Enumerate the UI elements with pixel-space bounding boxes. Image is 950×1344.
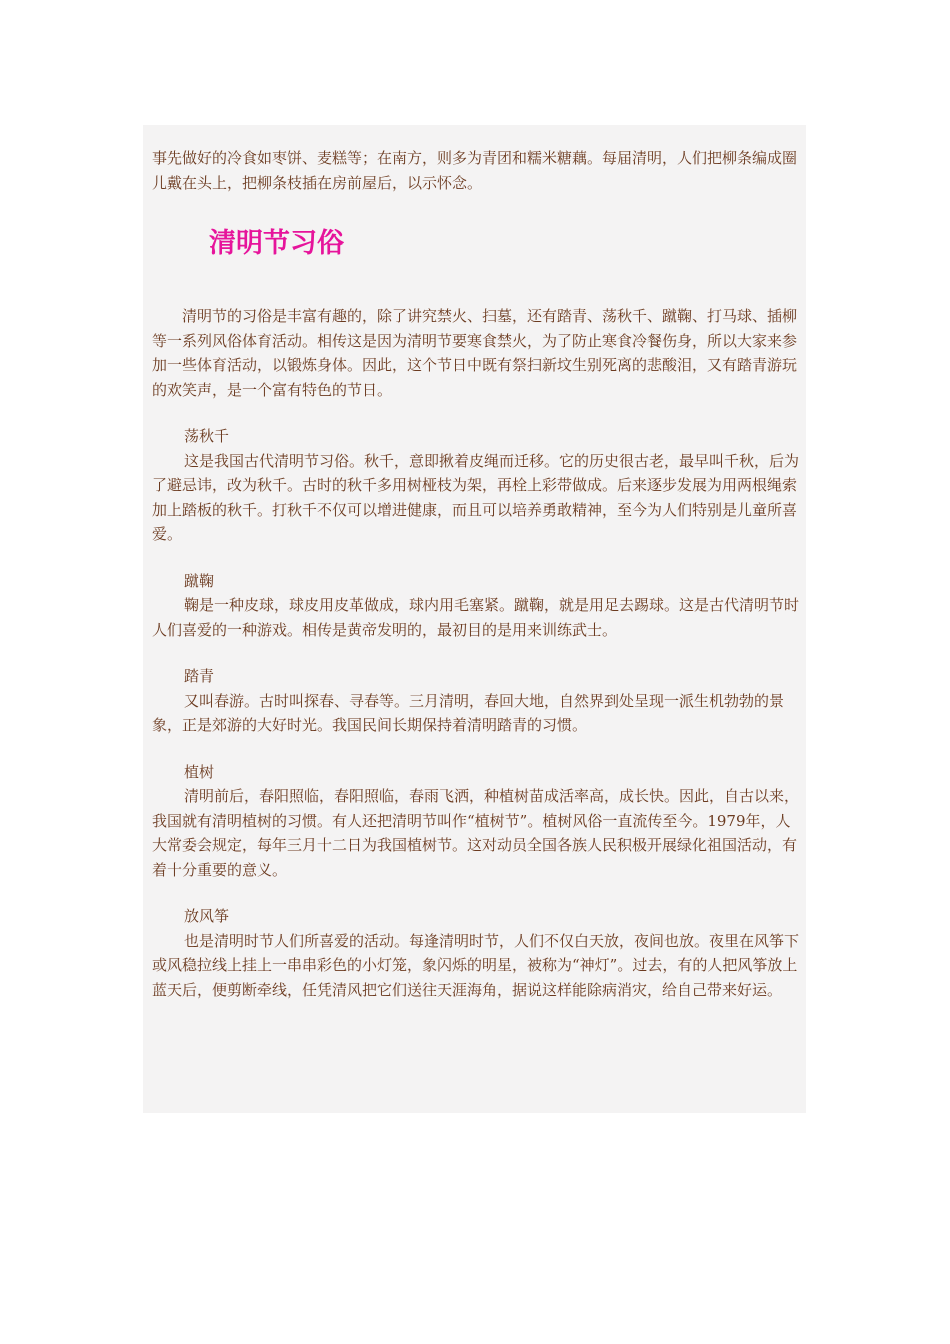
custom-section-outing	[152, 664, 802, 738]
section-heading: 清明节习俗	[209, 228, 344, 259]
custom-section-cuju	[152, 569, 802, 643]
intro-paragraph: 事先做好的冷食如枣饼、麦糕等；在南方，则多为青团和糯米糖藕。每届清明，人们把柳条编成圈儿戴在头上，把柳条枝插在房前屋后，以示怀念。	[152, 149, 798, 192]
section-body: 也是清明时节人们所喜爱的活动。每逢清明时节，人们不仅白天放，夜间也放。夜里在风筝下或风稳拉线上挂上一串串彩色的小灯笼，象闪烁的明星，被称为“神灯”。过去，有的人把风筝放上蓝天后，便剪断牵线，任凭清风把它们送往天涯海角，据说这样能除病消灾，给自己带来好运。	[152, 931, 800, 999]
custom-section-tree-planting	[152, 760, 802, 883]
section-title: 放风筝	[184, 907, 230, 925]
section-title: 蹴鞠	[184, 571, 215, 590]
custom-section-swing	[152, 424, 802, 547]
document-content	[152, 146, 802, 1002]
section-body: 鞠是一种皮球，球皮用皮革做成，球内用毛塞紧。蹴鞠，就是用足去踢球。这是古代清明节时人们喜爱的一种游戏。相传是黄帝发明的，最初目的是用来训练武士。	[152, 596, 800, 639]
overview-paragraph: 清明节的习俗是丰富有趣的，除了讲究禁火、扫墓，还有踏青、荡秋千、蹴鞠、打马球、插柳等一系列风俗体育活动。相传这是因为清明节要寒食禁火，为了防止寒食冷餐伤身，所以大家来参加一些体育活动，以锻炼身体。因此，这个节日中既有祭扫新坟生别死离的悲酸泪，又有踏青游玩的欢笑声，是一个富有特色的节日。	[152, 307, 798, 399]
section-body: 这是我国古代清明节习俗。秋千，意即揪着皮绳而迁移。它的历史很古老，最早叫千秋，后为了避忌讳，改为秋千。古时的秋千多用树桠枝为架，再栓上彩带做成。后来逐步发展为用两根绳索加上踏板的秋千。打秋千不仅可以增进健康，而且可以培养勇敢精神，至今为人们特别是儿童所喜爱。	[152, 451, 800, 543]
section-body: 又叫春游。古时叫探春、寻春等。三月清明，春回大地，自然界到处呈现一派生机勃勃的景象，正是郊游的大好时光。我国民间长期保持着清明踏青的习惯。	[152, 691, 785, 734]
section-title: 荡秋千	[184, 427, 230, 445]
section-body: 清明前后，春阳照临，春阳照临，春雨飞洒，种植树苗成活率高，成长快。因此，自古以来，我国就有清明植树的习惯。有人还把清明节叫作“植树节”。植树风俗一直流传至今。1979年，人大常委会规定，每年三月十二日为我国植树节。这对动员全国各族人民积极开展绿化祖国活动，有着十分重要的意义。	[152, 787, 800, 879]
section-title: 植树	[184, 762, 215, 781]
section-title: 踏青	[184, 667, 215, 685]
custom-section-kite	[152, 904, 802, 1002]
